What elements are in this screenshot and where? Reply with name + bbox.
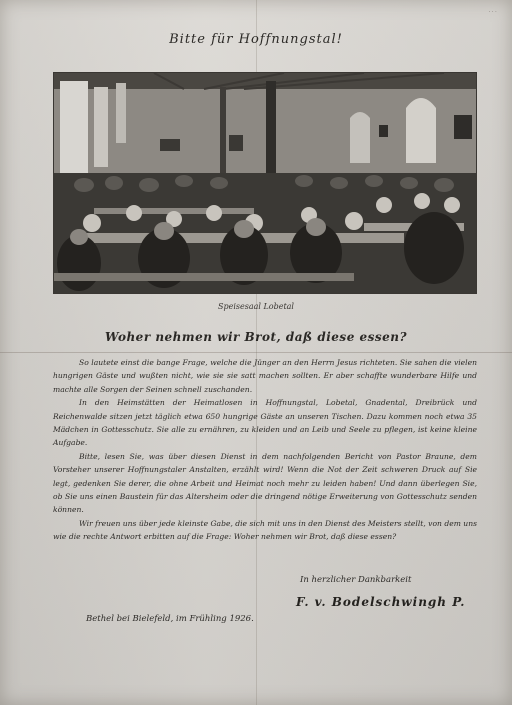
pencil-archive-note: ... xyxy=(488,6,498,14)
closing-phrase: In herzlicher Dankbarkeit xyxy=(300,575,412,585)
body-paragraph: Bitte, lesen Sie, was über diesen Dienst in dem nachfolgenden Bericht von Pastor Braune, dem Vorsteher unserer Hoffnungstaler Anstalten, erzählt wird! Wenn die Not der Zeit schweren Druck auf Sie legt, gedenken Sie derer, die ohne Arbeit und Heimat noch mehr zu leiden haben! Und dann überlegen Sie, ob Sie uns einen Baustein für das Altersheim oder die dringend nötige Erweiterung von Gottesschutz senden können. xyxy=(53,451,477,515)
letter-body xyxy=(53,356,477,544)
place-date: Bethel bei Bielefeld, im Frühling 1926. xyxy=(86,614,254,624)
body-paragraph: So lautete einst die bange Frage, welche die Jünger an den Herrn Jesus richteten. Sie sahen die vielen hungrigen Gäste und wußten nicht, wie sie sie satt machen sollten. Er aber schaffte wunderbare Hilfe und machte alle Sorgen der Seinen schnell zuschanden. xyxy=(53,358,477,394)
letter-heading: Woher nehmen wir Brot, daß diese essen? xyxy=(104,330,408,344)
photo-caption: Speisesaal Lobetal xyxy=(217,302,294,311)
dining-hall-photo xyxy=(53,72,477,294)
body-paragraph: In den Heimstätten der Heimatlosen in Hoffnungstal, Lobetal, Gnadental, Dreibrück und Reichenwalde sitzen jetzt täglich etwa 650 hungrige Gäste an unseren Tischen. Dazu kommen noch etwa 35 Mädchen in Gottesschutz. Sie alle zu ernähren, zu kleiden und an Leib und Seele zu pflegen, ist keine kleine Aufgabe. xyxy=(53,398,477,448)
letter-title: Bitte für Hoffnungstal! xyxy=(169,32,343,47)
signature: F. v. Bodelschwingh P. xyxy=(296,595,466,609)
body-paragraph: Wir freuen uns über jede kleinste Gabe, die sich mit uns in den Dienst des Meisters stellt, von dem uns wie die rechte Antwort erbitten auf die Frage: Woher nehmen wir Brot, daß diese essen? xyxy=(53,518,477,542)
